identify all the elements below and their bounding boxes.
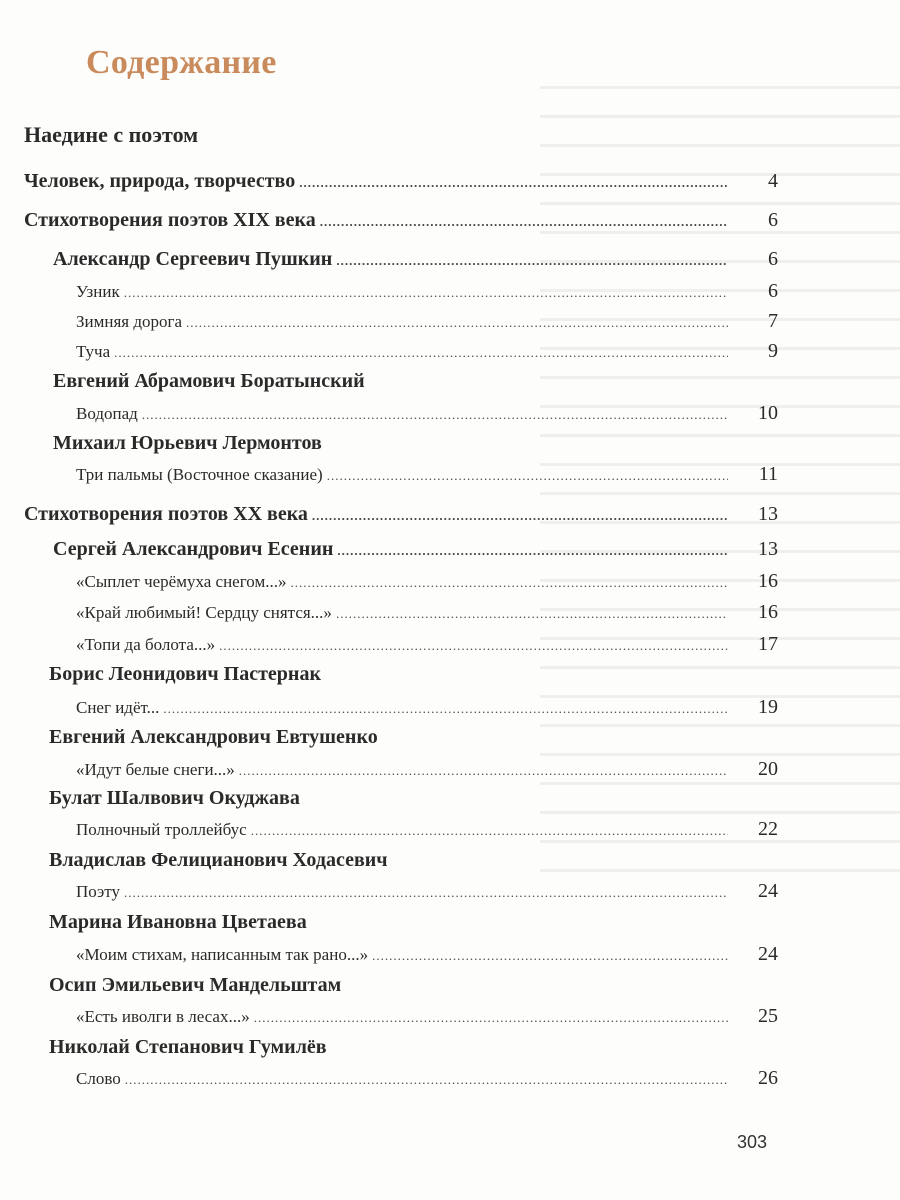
page-title: Содержание <box>86 44 277 81</box>
entry-title: «Моим стихам, написанным так рано...» <box>76 945 369 964</box>
leader-dots <box>312 508 728 524</box>
entry-page: 19 <box>758 696 778 718</box>
entry-page: 9 <box>768 340 778 362</box>
entry-title: Осип Эмильевич Мандельштам <box>49 974 342 996</box>
leader-dots <box>239 763 728 779</box>
leader-dots <box>320 214 728 230</box>
entry-page: 16 <box>758 601 778 623</box>
leader-dots <box>372 948 728 964</box>
leader-dots <box>251 823 728 839</box>
toc-entry <box>0 340 820 363</box>
leader-dots <box>290 575 728 591</box>
entry-title: Поэту <box>76 882 120 901</box>
entry-page: 6 <box>768 280 778 302</box>
leader-dots <box>254 1010 728 1026</box>
toc-entry <box>0 463 820 486</box>
entry-page: 6 <box>768 248 778 270</box>
toc-author <box>0 663 820 686</box>
leader-dots <box>114 345 728 361</box>
entry-title: Наедине с поэтом <box>24 122 199 147</box>
toc-author <box>0 370 820 393</box>
toc-section <box>0 503 820 526</box>
entry-title: Человек, природа, творчество <box>24 170 296 192</box>
leader-dots <box>163 701 728 717</box>
leader-dots <box>125 1072 728 1088</box>
leader-dots <box>124 885 728 901</box>
entry-title: Николай Степанович Гумилёв <box>49 1036 327 1058</box>
toc-entry <box>0 280 820 303</box>
leader-dots <box>336 606 728 622</box>
entry-title: Узник <box>76 282 120 301</box>
entry-title: Марина Ивановна Цветаева <box>49 911 307 933</box>
entry-title: Полночный троллейбус <box>76 820 247 839</box>
leader-dots <box>327 468 728 484</box>
leader-dots <box>124 285 728 301</box>
entry-title: Стихотворения поэтов XX века <box>24 503 308 525</box>
entry-page: 11 <box>758 463 778 485</box>
toc-entry <box>0 943 820 966</box>
toc-author <box>0 911 820 934</box>
toc-section <box>0 122 820 148</box>
entry-title: Владислав Фелицианович Ходасевич <box>49 849 388 871</box>
leader-dots <box>336 253 728 269</box>
entry-page: 17 <box>758 633 778 655</box>
toc-author <box>0 1036 820 1059</box>
entry-title: Стихотворения поэтов XIX века <box>24 209 316 231</box>
entry-page: 24 <box>758 943 778 965</box>
toc-entry <box>0 633 820 656</box>
toc-entry <box>0 696 820 719</box>
toc-entry <box>0 1005 820 1028</box>
entry-title: Борис Леонидович Пастернак <box>49 663 321 685</box>
leader-dots <box>299 175 728 191</box>
toc-entry <box>0 818 820 841</box>
entry-page: 24 <box>758 880 778 902</box>
toc-author <box>0 787 820 810</box>
toc-entry <box>0 310 820 333</box>
entry-title: «Есть иволги в лесах...» <box>76 1007 250 1026</box>
toc-section <box>0 209 820 232</box>
toc-entry <box>0 601 820 624</box>
entry-page: 6 <box>768 209 778 231</box>
entry-title: «Сыплет черёмуха снегом...» <box>76 572 287 591</box>
toc-entry <box>0 1067 820 1090</box>
entry-title: «Идут белые снеги...» <box>76 760 235 779</box>
entry-title: Михаил Юрьевич Лермонтов <box>53 432 322 454</box>
entry-title: Сергей Александрович Есенин <box>53 538 334 560</box>
entry-title: Снег идёт... <box>76 698 160 717</box>
toc-author <box>0 726 820 749</box>
toc-author <box>0 538 820 561</box>
entry-title: Зимняя дорога <box>76 312 183 331</box>
entry-title: «Топи да болота...» <box>76 635 216 654</box>
entry-title: Слово <box>76 1069 121 1088</box>
entry-title: Булат Шалвович Окуджава <box>49 787 300 809</box>
entry-page: 22 <box>758 818 778 840</box>
leader-dots <box>337 543 728 559</box>
entry-page: 10 <box>758 402 778 424</box>
leader-dots <box>142 407 728 423</box>
entry-title: Три пальмы (Восточное сказание) <box>76 465 323 484</box>
toc-entry <box>0 402 820 425</box>
toc-section <box>0 170 820 193</box>
entry-page: 20 <box>758 758 778 780</box>
entry-title: Водопад <box>76 404 138 423</box>
page-number: 303 <box>737 1132 768 1152</box>
toc-entry <box>0 880 820 903</box>
entry-page: 26 <box>758 1067 778 1089</box>
toc-author <box>0 974 820 997</box>
toc-entry <box>0 570 820 593</box>
toc-entry <box>0 758 820 781</box>
leader-dots <box>219 638 728 654</box>
entry-page: 7 <box>768 310 778 332</box>
toc-author <box>0 248 820 271</box>
entry-page: 13 <box>758 538 778 560</box>
entry-title: Евгений Абрамович Боратынский <box>53 370 365 392</box>
entry-title: Александр Сергеевич Пушкин <box>53 248 333 270</box>
entry-page: 4 <box>768 170 778 192</box>
entry-title: Туча <box>76 342 111 361</box>
entry-page: 16 <box>758 570 778 592</box>
entry-page: 13 <box>758 503 778 525</box>
leader-dots <box>186 315 728 331</box>
entry-page: 25 <box>758 1005 778 1027</box>
entry-title: Евгений Александрович Евтушенко <box>49 726 378 748</box>
entry-title: «Край любимый! Сердцу снятся...» <box>76 603 332 622</box>
toc-author <box>0 849 820 872</box>
toc-author <box>0 432 820 455</box>
